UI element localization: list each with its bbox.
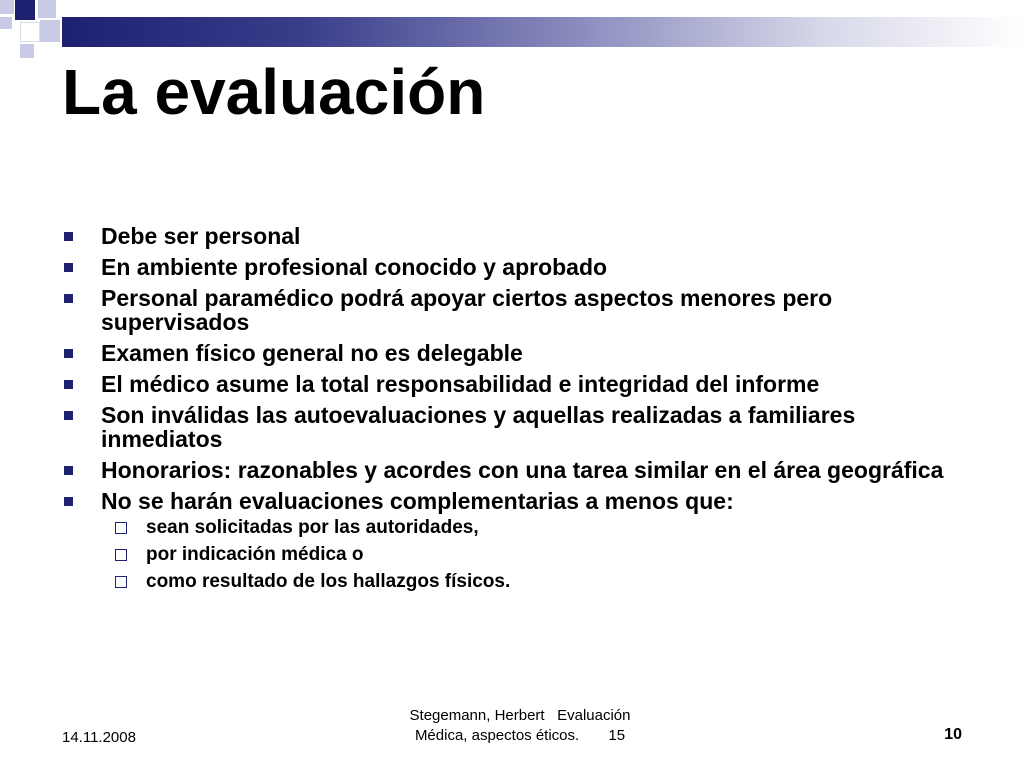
bullet-item — [62, 341, 962, 365]
bullet-item — [62, 286, 962, 334]
square-bullet-icon — [64, 411, 73, 420]
square-bullet-icon — [64, 380, 73, 389]
hollow-square-bullet-icon — [115, 522, 127, 534]
bullet-text: Examen físico general no es delegable — [101, 340, 523, 366]
hollow-square-bullet-icon — [115, 576, 127, 588]
square-bullet-icon — [64, 232, 73, 241]
decorative-square — [15, 0, 35, 20]
square-bullet-icon — [64, 294, 73, 303]
sub-bullet-item — [101, 571, 962, 593]
footer-center-line: Médica, aspectos éticos. 15 — [414, 727, 626, 744]
header-gradient-band — [62, 17, 1024, 47]
bullet-item — [62, 489, 962, 593]
bullet-item — [62, 224, 962, 248]
square-bullet-icon — [64, 263, 73, 272]
bullet-item — [62, 255, 962, 279]
decorative-square — [40, 20, 60, 42]
decorative-square — [38, 0, 56, 18]
bullet-text: No se harán evaluaciones complementarias a menos que: — [101, 488, 734, 514]
sub-bullet-text: como resultado de los hallazgos físicos. — [146, 571, 511, 592]
footer-author-title — [370, 706, 670, 746]
bullet-text: En ambiente profesional conocido y aprobado — [101, 254, 608, 280]
decorative-square — [0, 17, 12, 29]
decorative-square — [0, 0, 14, 14]
bullet-text: El médico asume la total responsabilidad e integridad del informe — [101, 371, 820, 397]
bullet-list — [62, 224, 962, 600]
footer-date: 14.11.2008 — [62, 729, 136, 746]
sub-bullet-list — [101, 517, 962, 593]
square-bullet-icon — [64, 466, 73, 475]
bullet-item — [62, 458, 962, 482]
footer-center-line: Stegemann, Herbert Evaluación — [409, 707, 631, 724]
hollow-square-bullet-icon — [115, 549, 127, 561]
slide-title: La evaluación — [62, 56, 486, 128]
sub-bullet-text: sean solicitadas por las autoridades, — [146, 517, 479, 538]
square-bullet-icon — [64, 497, 73, 506]
bullet-text: Personal paramédico podrá apoyar ciertos aspectos menores pero supervisados — [101, 285, 833, 335]
page-number: 10 — [944, 726, 962, 743]
decorative-square — [20, 44, 34, 58]
bullet-text: Debe ser personal — [101, 223, 301, 249]
bullet-item — [62, 403, 962, 451]
sub-bullet-item — [101, 544, 962, 566]
bullet-item — [62, 372, 962, 396]
decorative-header — [0, 0, 1024, 60]
sub-bullet-text: por indicación médica o — [146, 544, 364, 565]
square-bullet-icon — [64, 349, 73, 358]
bullet-text: Honorarios: razonables y acordes con una tarea similar en el área geográfica — [101, 457, 944, 483]
decorative-square — [20, 22, 40, 42]
sub-bullet-item — [101, 517, 962, 539]
bullet-text: Son inválidas las autoevaluaciones y aquellas realizadas a familiares inmediatos — [101, 402, 856, 452]
